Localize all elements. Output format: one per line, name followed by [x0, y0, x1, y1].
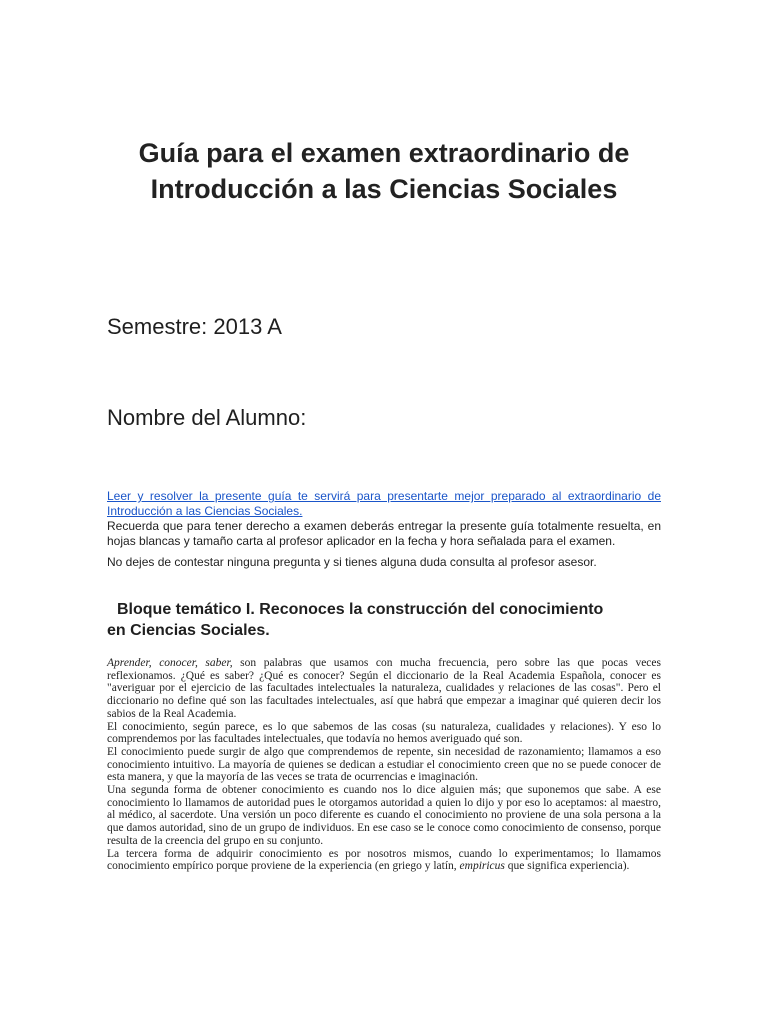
- intro-advice: No dejes de contestar ninguna pregunta y si tienes alguna duda consulta al profesor asesor.: [107, 555, 597, 569]
- section-heading: [107, 599, 663, 641]
- paragraph-5: [107, 848, 661, 873]
- paragraph-5-text-a: La tercera forma de adquirir conocimiento es por nosotros mismos, cuando lo experimentamos; lo llamamos conocimiento empírico porque proviene de la experiencia (en griego y latín,: [107, 847, 661, 873]
- title-line-2: Introducción a las Ciencias Sociales: [150, 174, 618, 204]
- body-text: [107, 657, 661, 873]
- paragraph-1-text: son palabras que usamos con mucha frecuencia, pero sobre las que pocas veces reflexionamos. ¿Qué es saber? ¿Qué es conocer? Según el diccionario de la Real Academia Española, conocer es "averiguar por el ejercicio de las facultades intelectuales la naturaleza, cualidades y relaciones de las cosas". Pero el diccionario no define qué son las facultades intelectuales, así que habrá que empezar a imaginar qué quieren decir los sabios de la Real Academia.: [107, 657, 661, 720]
- student-name-label: Nombre del Alumno:: [107, 405, 307, 430]
- paragraph-1: [107, 657, 661, 721]
- semester-label: Semestre: 2013 A: [107, 314, 282, 339]
- paragraph-2: El conocimiento, según parece, es lo que sabemos de las cosas (su naturaleza, cualidades y relaciones). Y eso lo comprendemos por las facultades intelectuales, que todavía no hemos averiguado qué son.: [107, 720, 661, 746]
- title-line-1: Guía para el examen extraordinario de: [138, 138, 630, 168]
- intro-requirements: Recuerda que para tener derecho a examen deberás entregar la presente guía totalmente resuelta, en hojas blancas y tamaño carta al profesor aplicador en la fecha y hora señalada para el examen.: [107, 519, 661, 548]
- section-heading-line-2: en Ciencias Sociales.: [107, 622, 270, 639]
- document-title: [60, 135, 708, 207]
- intro-link[interactable]: Leer y resolver la presente guía te servirá para presentarte mejor preparado al extraordinario de Introducción a las Ciencias Sociales.: [107, 489, 661, 518]
- paragraph-4: Una segunda forma de obtener conocimiento es cuando nos lo dice alguien más; que suponemos que sabe. A ese conocimiento lo llamamos de autoridad pues le otorgamos autoridad a quien lo dijo y por eso lo aceptamos: al maestro, al médico, al sacerdote. Una versión un poco diferente es cuando el conocimiento no proviene de una sola persona a la que damos autoridad, sino de un grupo de individuos. En ese caso se le conoce como conocimiento de consenso, porque resulta de la creencia del grupo en su conjunto.: [107, 784, 661, 847]
- intro-instructions: [107, 489, 661, 570]
- paragraph-5-text-b: que significa experiencia).: [504, 860, 630, 873]
- paragraph-3: El conocimiento puede surgir de algo que comprendemos de repente, sin necesidad de razonamiento; llamamos a eso conocimiento intuitivo. La mayoría de quienes se dedican a estudiar el conocimiento creen que no se puede conocer de esta manera, y que la mayoría de las veces se trata de ocurrencias e imaginación.: [107, 745, 661, 784]
- paragraph-5-emphasis: empiricus: [459, 860, 505, 873]
- paragraph-1-emphasis: Aprender, conocer, saber,: [107, 657, 233, 669]
- section-heading-line-1: Bloque temático I. Reconoces la construcción del conocimiento: [117, 601, 604, 618]
